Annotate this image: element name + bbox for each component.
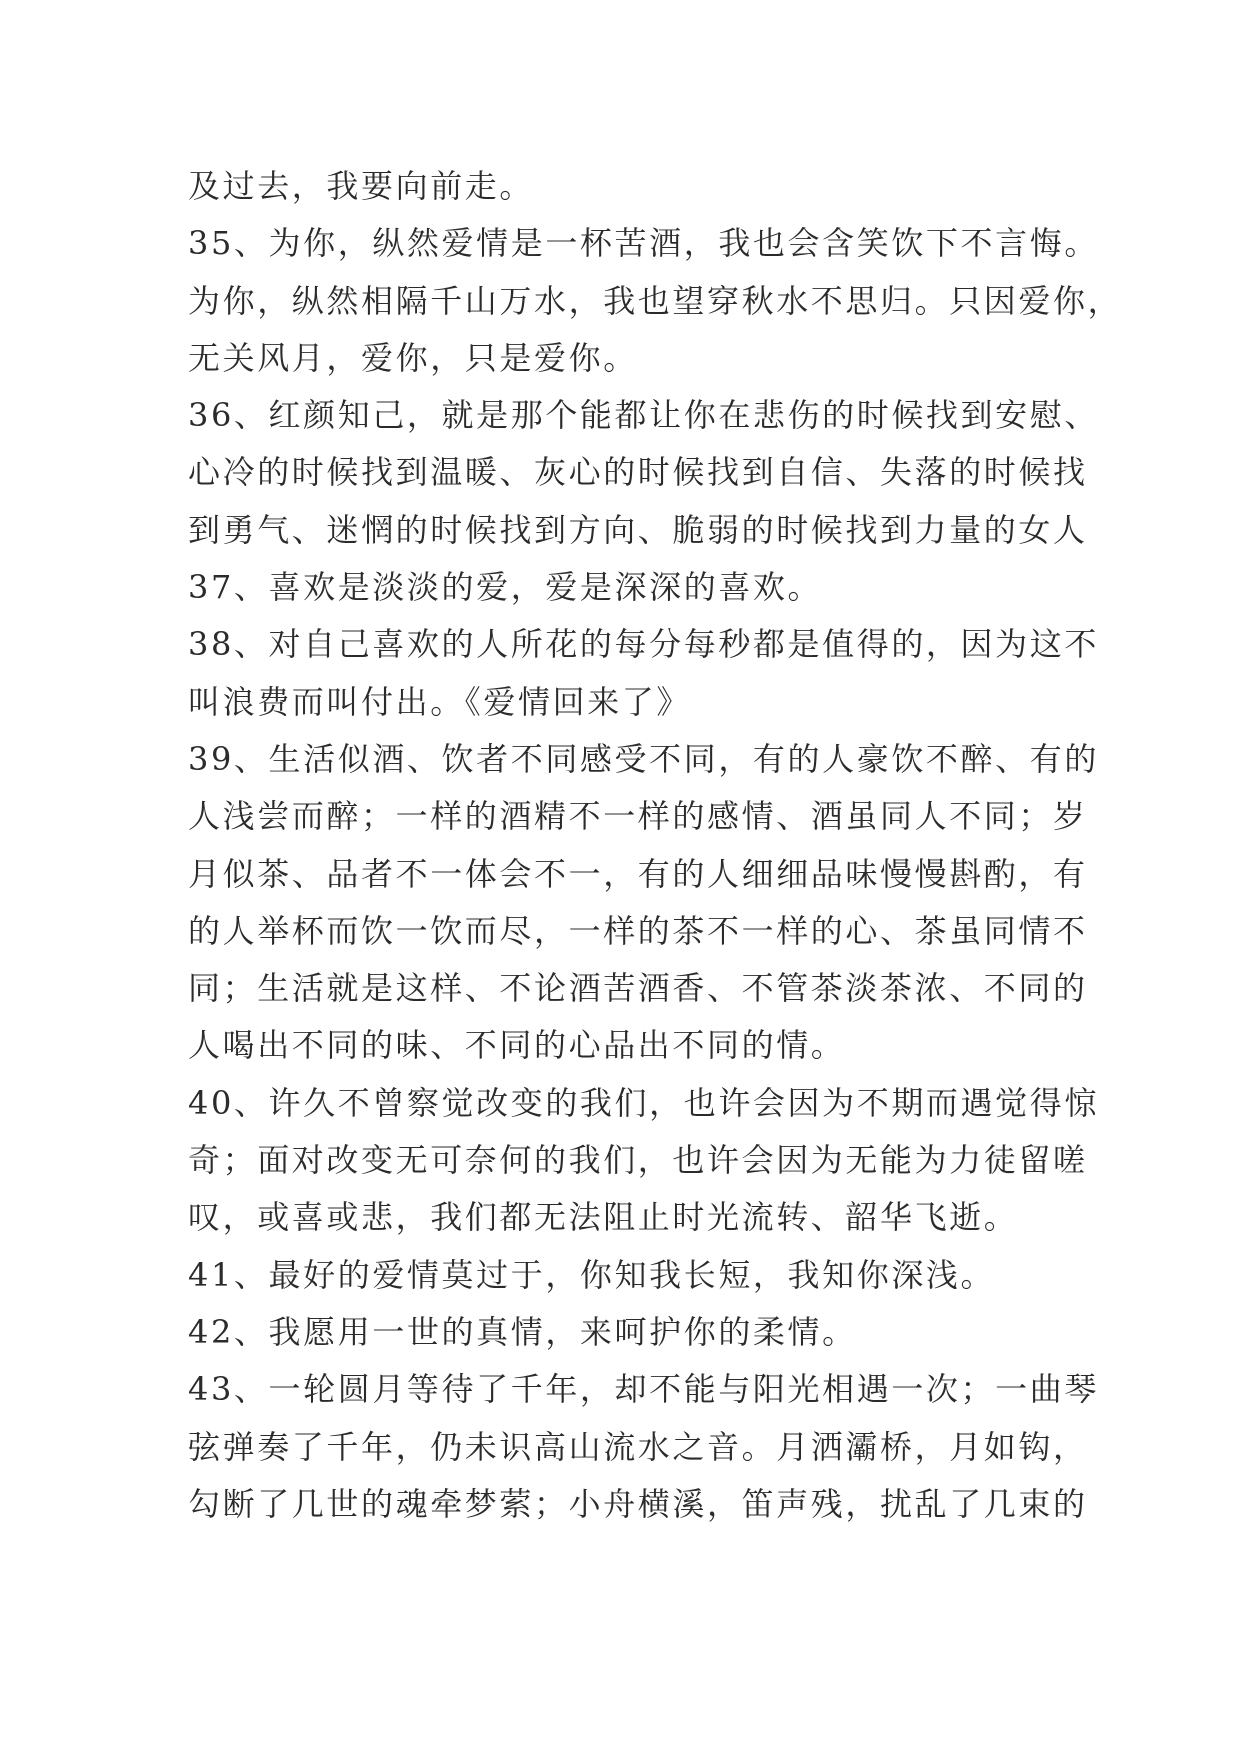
- text-line: 39、生活似酒、饮者不同感受不同，有的人豪饮不醉、有的: [188, 739, 1099, 778]
- text-line: 弦弹奏了千年，仍未识高山流水之音。月洒灞桥，月如钩，: [188, 1427, 1088, 1466]
- text-line: 41、最好的爱情莫过于，你知我长短，我知你深浅。: [188, 1255, 996, 1294]
- text-line: 36、红颜知己，就是那个能都让你在悲伤的时候找到安慰、: [188, 396, 1099, 435]
- text-line: 同；生活就是这样、不论酒苦酒香、不管茶淡茶浓、不同的: [188, 969, 1088, 1008]
- text-line: 人浅尝而醉；一样的酒精不一样的感情、酒虽同人不同；岁: [188, 797, 1088, 836]
- text-line: 40、许久不曾察觉改变的我们，也许会因为不期而遇觉得惊: [188, 1083, 1099, 1122]
- text-line: 奇；面对改变无可奈何的我们，也许会因为无能为力徒留嗟: [188, 1141, 1088, 1180]
- text-line: 的人举杯而饮一饮而尽，一样的茶不一样的心、茶虽同情不: [188, 911, 1088, 950]
- text-line: 人喝出不同的味、不同的心品出不同的情。: [188, 1026, 846, 1065]
- text-line: 为你，纵然相隔千山万水，我也望穿秋水不思归。只因爱你，: [188, 281, 1123, 320]
- text-line: 月似茶、品者不一体会不一，有的人细细品味慢慢斟酌，有: [188, 854, 1088, 893]
- text-line: 38、对自己喜欢的人所花的每分每秒都是值得的，因为这不: [188, 625, 1099, 664]
- text-line: 叹，或喜或悲，我们都无法阻止时光流转、韶华飞逝。: [188, 1198, 1019, 1237]
- text-line: 到勇气、迷惘的时候找到方向、脆弱的时候找到力量的女人: [188, 510, 1088, 549]
- text-line: 心冷的时候找到温暖、灰心的时候找到自信、失落的时候找: [188, 453, 1088, 492]
- body-text: [188, 158, 1123, 1533]
- text-line: 及过去，我要向前走。: [188, 167, 535, 205]
- text-line: 43、一轮圆月等待了千年，却不能与阳光相遇一次；一曲琴: [188, 1370, 1099, 1409]
- text-line: 37、喜欢是淡淡的爱，爱是深深的喜欢。: [188, 568, 823, 607]
- text-line: 叫浪费而叫付出。《爱情回来了》: [188, 682, 692, 721]
- text-line: 42、我愿用一世的真情，来呵护你的柔情。: [188, 1312, 857, 1351]
- text-line: 无关风月，爱你，只是爱你。: [188, 338, 638, 377]
- text-line: 勾断了几世的魂牵梦萦；小舟横溪，笛声残，扰乱了几束的: [188, 1484, 1088, 1523]
- text-line: 35、为你，纵然爱情是一杯苦酒，我也会含笑饮下不言悔。: [188, 224, 1099, 263]
